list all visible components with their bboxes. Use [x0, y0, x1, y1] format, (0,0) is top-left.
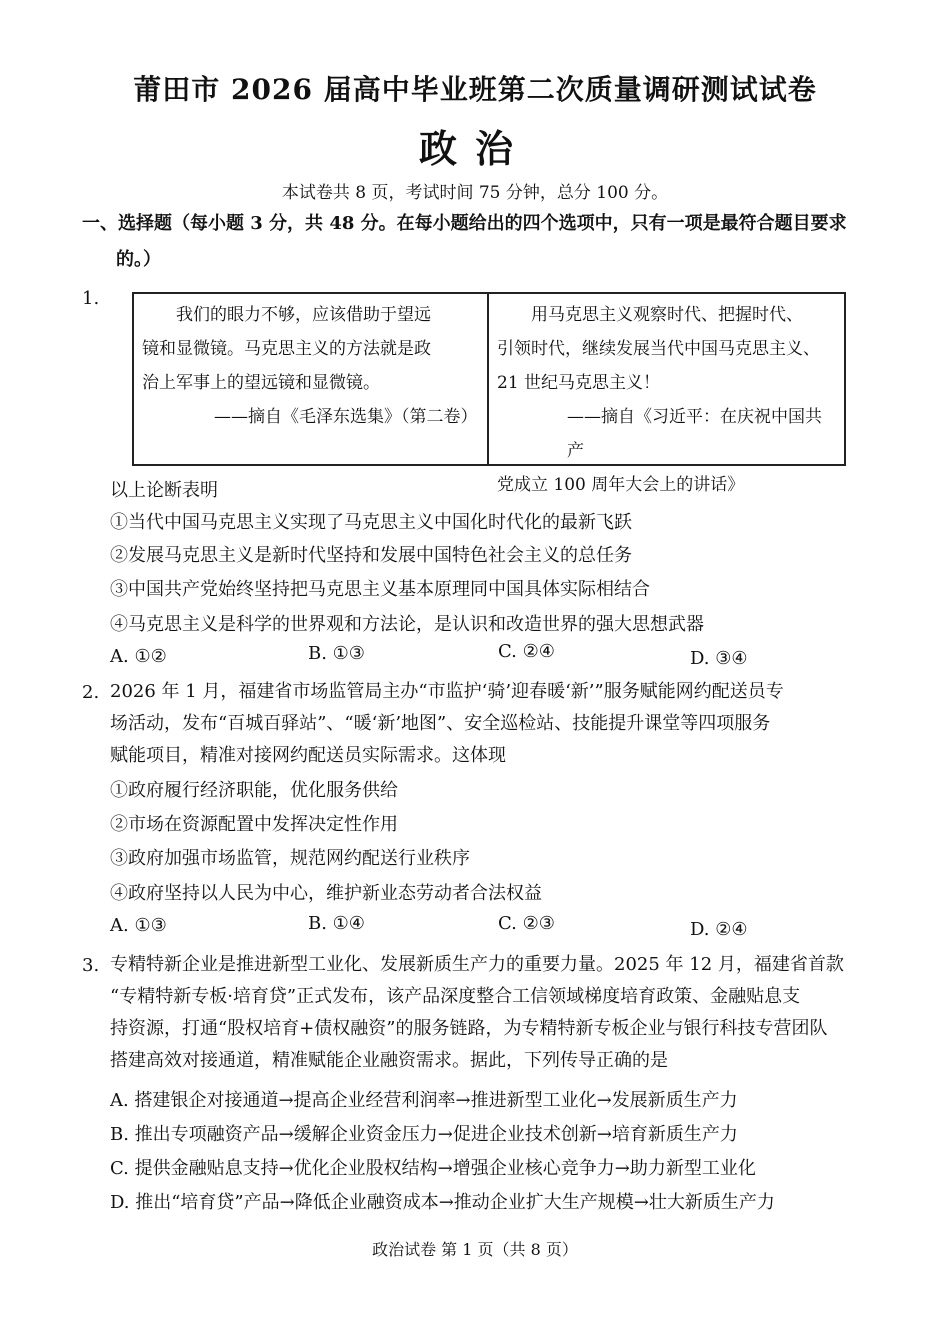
q1-option-b[interactable]: B. ①③: [308, 643, 365, 664]
q2-stem: [110, 676, 880, 772]
subject-title: 政治: [418, 126, 531, 171]
q3-stem-line-3: 持资源，打通“股权培育+债权融资”的服务链路，为专精特新专板企业与银行科技专营团队: [110, 1018, 828, 1039]
q2-stem-line-1: 2026 年 1 月，福建省市场监管局主办“市监护‘骑’迎春暖‘新’”服务赋能网约配送员专: [110, 681, 784, 702]
q2-number: 2.: [82, 682, 100, 703]
q1-right-quote-line-3: 21 世纪马克思主义！: [497, 373, 661, 393]
q1-right-quote: [489, 294, 844, 495]
q3-option-a[interactable]: A. 搭建银企对接通道→提高企业经营利润率→推进新型工业化→发展新质生产力: [110, 1090, 738, 1111]
q1-item-1: ①当代中国马克思主义实现了马克思主义中国化时代化的最新飞跃: [110, 512, 632, 533]
q3-stem: [110, 949, 880, 1077]
q1-left-source: ——摘自《毛泽东选集》（第二卷）: [214, 407, 478, 427]
q1-right-quote-line-2: 引领时代，继续发展当代中国马克思主义、: [497, 339, 820, 359]
q2-stem-line-2: 场活动，发布“百城百驿站”、“暖‘新’地图”、安全巡检站、技能提升课堂等四项服务: [110, 713, 771, 734]
q1-left-quote-line-2: 镜和显微镜。马克思主义的方法就是政: [142, 339, 431, 359]
q2-option-c[interactable]: C. ②③: [498, 913, 555, 934]
q1-stem: 以上论断表明: [110, 480, 218, 501]
q1-option-d[interactable]: D. ③④: [690, 648, 748, 669]
section-heading: [82, 206, 882, 278]
q3-option-d[interactable]: D. 推出“培育贷”产品→降低企业融资成本→推动企业扩大生产规模→壮大新质生产力: [110, 1192, 775, 1213]
q1-left-quote-line-1: 我们的眼力不够，应该借助于望远: [176, 305, 431, 325]
q1-right-source-2: 党成立 100 周年大会上的讲话》: [497, 475, 745, 495]
q1-item-2: ②发展马克思主义是新时代坚持和发展中国特色社会主义的总任务: [110, 545, 632, 566]
q1-left-quote: [134, 294, 489, 464]
q1-left-quote-line-3: 治上军事上的望远镜和显微镜。: [142, 373, 380, 393]
q1-item-4: ④马克思主义是科学的世界观和方法论，是认识和改造世界的强大思想武器: [110, 614, 704, 635]
exam-title: 莆田市 2026 届高中毕业班第二次质量调研测试试卷: [133, 73, 817, 106]
q1-right-quote-line-1: 用马克思主义观察时代、把握时代、: [531, 305, 803, 325]
exam-info: 本试卷共 8 页，考试时间 75 分钟，总分 100 分。: [281, 183, 669, 203]
q3-option-b[interactable]: B. 推出专项融资产品→缓解企业资金压力→促进企业技术创新→培育新质生产力: [110, 1124, 738, 1145]
page-footer: 政治试卷 第 1 页（共 8 页）: [372, 1240, 578, 1259]
q3-number: 3.: [82, 955, 100, 976]
section-heading-line-2: 的。）: [116, 249, 161, 270]
q2-item-4: ④政府坚持以人民为中心，维护新业态劳动者合法权益: [110, 883, 542, 904]
q2-item-1: ①政府履行经济职能，优化服务供给: [110, 780, 398, 801]
q1-right-source-1: ——摘自《习近平：在庆祝中国共产: [567, 407, 822, 461]
q1-item-3: ③中国共产党始终坚持把马克思主义基本原理同中国具体实际相结合: [110, 579, 650, 600]
q3-stem-line-2: “专精特新专板·培育贷”正式发布，该产品深度整合工信领域梯度培育政策、金融贴息支: [110, 986, 801, 1007]
q1-option-c[interactable]: C. ②④: [498, 641, 555, 662]
q3-stem-line-4: 搭建高效对接通道，精准赋能企业融资需求。据此，下列传导正确的是: [110, 1050, 668, 1071]
q1-option-a[interactable]: A. ①②: [110, 646, 167, 667]
q2-option-a[interactable]: A. ①③: [110, 915, 167, 936]
q1-number: 1.: [82, 288, 100, 309]
q2-item-3: ③政府加强市场监管，规范网约配送行业秩序: [110, 848, 470, 869]
q2-item-2: ②市场在资源配置中发挥决定性作用: [110, 814, 398, 835]
q2-option-b[interactable]: B. ①④: [308, 913, 365, 934]
q2-stem-line-3: 赋能项目，精准对接网约配送员实际需求。这体现: [110, 745, 506, 766]
section-heading-line-1: 一、选择题（每小题 3 分，共 48 分。在每小题给出的四个选项中，只有一项是最符合题目要求: [82, 213, 847, 234]
q2-option-d[interactable]: D. ②④: [690, 919, 748, 940]
q3-option-c[interactable]: C. 提供金融贴息支持→优化企业股权结构→增强企业核心竞争力→助力新型工业化: [110, 1158, 756, 1179]
q3-stem-line-1: 专精特新企业是推进新型工业化、发展新质生产力的重要力量。2025 年 12 月，福建省首款: [110, 954, 844, 975]
